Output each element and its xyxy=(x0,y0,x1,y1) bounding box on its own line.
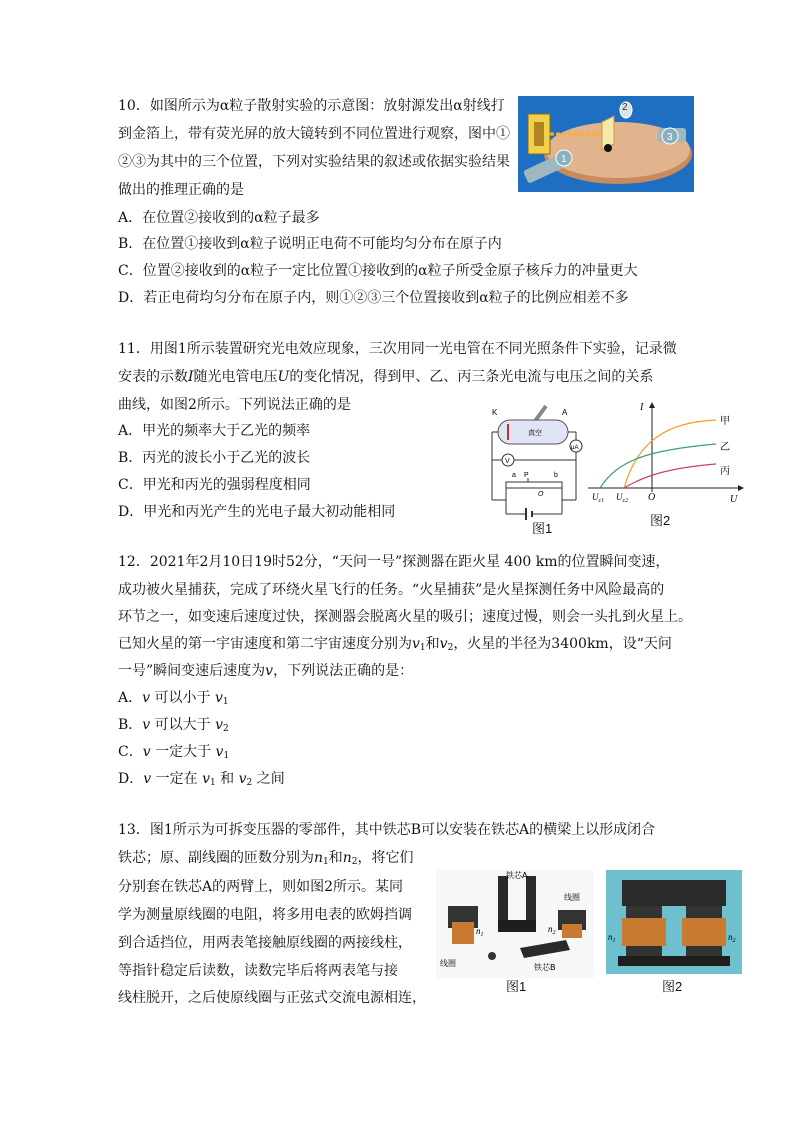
q13-line-3: 分别套在铁芯A的两臂上，则如图2所示。某同 xyxy=(118,879,404,895)
label-o: O xyxy=(538,491,544,498)
v-var: v xyxy=(265,663,274,679)
q11-line-2 xyxy=(118,367,653,387)
core-b-top xyxy=(622,880,726,906)
q10-option-b: B．在位置①接收到α粒子说明正电荷不可能均匀分布在原子内 xyxy=(118,236,502,252)
q13-line-4: 学为测量原线圈的电阻，将多用电表的欧姆挡调 xyxy=(118,907,412,923)
opt-a-text: 可以小于 xyxy=(150,690,215,706)
label-a-end: a xyxy=(512,472,516,479)
n1-var: n xyxy=(314,850,324,866)
figure-1-caption: 图1 xyxy=(532,521,553,536)
label-coil-1: 线圈 xyxy=(440,959,456,968)
q12-line-4-a: 已知火星的第一宇宙速度和第二宇宙速度分别为 xyxy=(118,636,412,652)
label-k: K xyxy=(492,408,498,417)
transformer-parts-figure xyxy=(436,870,594,978)
secondary-coil xyxy=(682,918,726,946)
q11-line-1: 11．用图1所示装置研究光电效应现象，三次用同一光电管在不同光照条件下实验，记录微 xyxy=(118,341,677,357)
legend-jia: 甲 xyxy=(720,416,730,427)
q10-line-2: 到金箔上，带有荧光屏的放大镜转到不同位置进行观察，图中① xyxy=(118,126,510,142)
q10-option-c: C．位置②接收到的α粒子一定比位置①接收到的α粒子所受金原子核斥力的冲量更大 xyxy=(118,263,638,279)
opt-d-sub2: 2 xyxy=(246,778,253,788)
assembled-transformer-figure xyxy=(606,870,742,974)
tube-label: 真空 xyxy=(528,430,542,437)
q13-line-5: 到合适挡位，用两表笔接触原线圈的两接线柱， xyxy=(118,935,412,951)
iu-curves-figure xyxy=(588,400,748,508)
position-2-label: 2 xyxy=(622,102,628,113)
q12-line-2: 成功被火星捕获，完成了环绕火星飞行的任务。“火星捕获”是火星探测任务中风险最高的 xyxy=(118,582,665,598)
q11-line-3: 曲线，如图2所示。下列说法正确的是 xyxy=(118,397,351,413)
microammeter-label: μA xyxy=(571,445,579,451)
q12-option-c xyxy=(118,742,229,766)
coil-1 xyxy=(452,922,474,944)
fig2-n2-sub: 2 xyxy=(732,938,736,944)
fig1-n2-sub: 2 xyxy=(552,930,556,936)
fig1-n2-var: n xyxy=(548,924,553,934)
opt-d-v1: v xyxy=(202,771,210,787)
q10-option-a: A．在位置②接收到的α粒子最多 xyxy=(118,210,320,226)
q11-option-a: A．甲光的频率大于乙光的频率 xyxy=(118,423,311,439)
opt-c-v: v xyxy=(142,744,151,760)
opt-a-sub: 1 xyxy=(222,697,229,707)
q11-option-b: B．丙光的波长小于乙光的波长 xyxy=(118,450,311,466)
screw xyxy=(488,952,496,960)
fig1-n1-sub: 1 xyxy=(480,932,484,938)
uc2-var: U xyxy=(616,492,623,502)
opt-d-text2: 和 xyxy=(215,771,239,787)
opt-c-text: 一定大于 xyxy=(150,744,216,760)
n2-var: n xyxy=(342,850,352,866)
q12-option-a xyxy=(118,688,229,712)
opt-c-sub: 1 xyxy=(223,751,230,761)
opt-c-v1: v xyxy=(215,744,224,760)
q13-line-2-c: ，将它们 xyxy=(357,850,414,866)
alpha-scattering-figure xyxy=(518,96,694,192)
uc2-sub: c2 xyxy=(622,498,629,504)
q10-line-3: ②③为其中的三个位置，下列对实验结果的叙述或依据实验结果 xyxy=(118,154,510,170)
q12-line-5 xyxy=(118,661,413,681)
q13-line-2-a: 铁芯；原、副线圈的匝数分别为 xyxy=(118,850,314,866)
core-a-base-2 xyxy=(618,956,730,966)
curve-jia xyxy=(624,420,716,488)
uc1-var: U xyxy=(592,492,599,502)
photoelectric-circuit-figure xyxy=(486,404,588,534)
q11-line-2-b: 随光电管电压 xyxy=(193,369,278,385)
q12-option-b xyxy=(118,715,229,739)
coil-2 xyxy=(562,924,582,938)
q12-line-4 xyxy=(118,634,672,658)
position-1-label: 1 xyxy=(561,154,567,165)
var-i: I xyxy=(188,369,194,385)
opt-a-letter: A． xyxy=(118,690,143,706)
q12-line-4-c: ，火星的半径为3400km，设“天问 xyxy=(453,636,672,652)
label-b-end: b xyxy=(554,472,558,479)
q13-figure-1-caption: 图1 xyxy=(506,979,527,994)
rheostat xyxy=(506,482,562,488)
v1-var: v xyxy=(412,636,420,652)
uc2-label xyxy=(616,492,628,504)
opt-d-text1: 一定在 xyxy=(151,771,203,787)
opt-d-sub1: 1 xyxy=(209,778,216,788)
label-coil-2: 线圈 xyxy=(564,893,580,902)
uc1-sub: c1 xyxy=(598,498,605,504)
fig2-n1-sub: 1 xyxy=(612,938,616,944)
q12-line-5-b: ，下列说法正确的是： xyxy=(273,663,414,679)
opt-a-v1: v xyxy=(214,690,223,706)
q10-line-1: 10．如图所示为α粒子散射实验的示意图：放射源发出α射线打 xyxy=(118,98,505,114)
opt-b-v2: v xyxy=(215,717,224,733)
var-u: U xyxy=(277,369,290,385)
opt-b-text: 可以大于 xyxy=(150,717,216,733)
q12-line-1: 12．2021年2月10日19时52分，“天问一号”探测器在距火星 400 km的位置瞬间变速， xyxy=(118,554,670,570)
core-a-base xyxy=(498,920,536,932)
voltmeter-label: V xyxy=(505,458,510,465)
opt-b-sub: 2 xyxy=(223,724,229,734)
q13-line-6: 等指针稳定后读数，读数完毕后将两表笔与接 xyxy=(118,963,398,979)
fig2-n2-var: n xyxy=(728,932,733,942)
q13-line-2 xyxy=(118,848,414,872)
q11-option-c: C．甲光和丙光的强弱程度相同 xyxy=(118,477,311,493)
q10-option-d: D．若正电荷均匀分布在原子内，则①②③三个位置接收到α粒子的比例应相差不多 xyxy=(118,290,629,306)
i-axis-label: I xyxy=(640,402,644,413)
position-3-label: 3 xyxy=(667,132,673,143)
label-p: P xyxy=(524,472,529,479)
u-axis-arrow xyxy=(738,485,744,491)
legend-bing: 丙 xyxy=(720,466,730,477)
q13-line-2-b: 和 xyxy=(328,850,343,866)
origin-label: O xyxy=(648,492,656,503)
q12-option-d xyxy=(118,769,285,793)
figure-2-caption: 图2 xyxy=(650,513,671,528)
fig1-n1-var: n xyxy=(476,926,481,936)
label-core-a: 铁芯A xyxy=(506,871,528,880)
u-axis-label: U xyxy=(730,494,738,505)
opt-d-text3: 之间 xyxy=(252,771,285,787)
opt-d-v2: v xyxy=(238,771,247,787)
fig2-n1-var: n xyxy=(608,932,613,942)
v2-var: v xyxy=(439,636,448,652)
q12-line-3: 环节之一，如变速后速度过快，探测器会脱离火星的吸引；速度过慢，则会一头扎到火星上。 xyxy=(118,609,692,625)
label-a: A xyxy=(562,408,568,417)
uc1-label xyxy=(592,492,604,504)
opt-b-v: v xyxy=(142,717,151,733)
curve-bing xyxy=(624,464,716,488)
n2-sub: 2 xyxy=(351,857,358,867)
opt-d-v: v xyxy=(143,771,152,787)
q13-line-1: 13．图1所示为可拆变压器的零部件，其中铁芯B可以安装在铁芯A的横梁上以形成闭合 xyxy=(118,822,656,838)
q13-line-7: 线柱脱开，之后使原线圈与正弦式交流电源相连， xyxy=(118,990,426,1006)
q10-line-4: 做出的推理正确的是 xyxy=(118,182,244,198)
label-core-b: 铁芯B xyxy=(534,963,556,972)
opt-d-letter: D． xyxy=(118,771,144,787)
v2-sub: 2 xyxy=(447,643,454,653)
q11-line-2-a: 安表的示数 xyxy=(118,369,188,385)
legend-yi: 乙 xyxy=(720,442,730,453)
q12-line-5-a: 一号”瞬间变速后速度为 xyxy=(118,663,266,679)
i-axis-arrow xyxy=(649,402,655,408)
opt-a-v: v xyxy=(142,690,151,706)
q11-option-d: D．甲光和丙光产生的光电子最大初动能相同 xyxy=(118,504,396,520)
primary-coil xyxy=(622,918,666,946)
q12-line-4-b: 和 xyxy=(425,636,440,652)
n1-sub: 1 xyxy=(323,857,329,867)
opt-b-letter: B． xyxy=(118,717,143,733)
v1-sub: 1 xyxy=(419,643,426,653)
source-slot xyxy=(534,122,544,146)
q11-line-2-c: 的变化情况，得到甲、乙、丙三条光电流与电压之间的关系 xyxy=(289,369,654,385)
opt-c-letter: C． xyxy=(118,744,143,760)
foil-mount xyxy=(604,144,612,152)
q13-figure-2-caption: 图2 xyxy=(662,979,683,994)
